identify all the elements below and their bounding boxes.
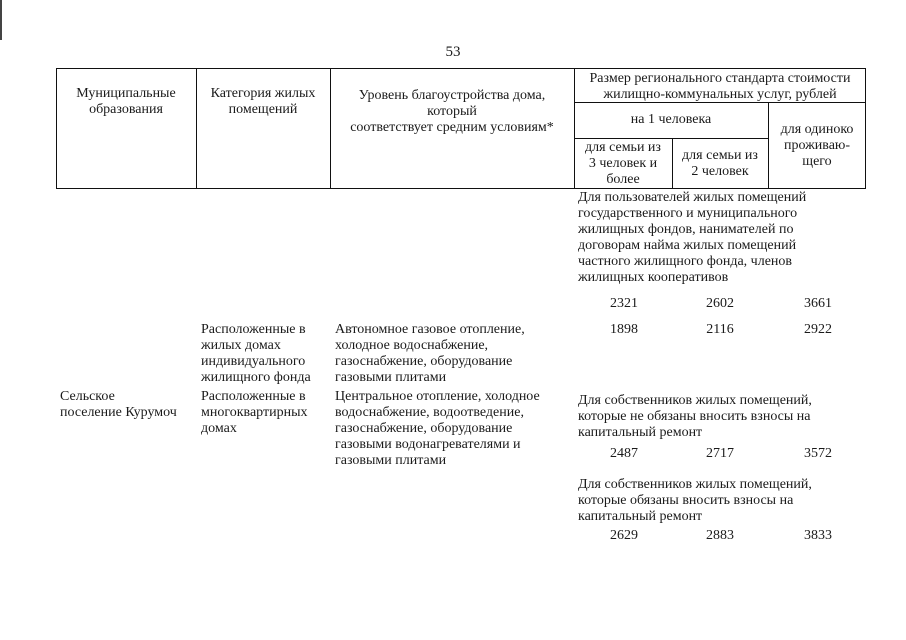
subgroup-caption-repair-fee: Для собственников жилых помещений, которые обязаны вносить взносы на капитальный ремонт [578,477,812,524]
value-tenants-family2: 2602 [706,296,734,311]
row2-category: Расположенные в многоквартирных домах [201,389,308,436]
value-row1-family2: 2116 [706,322,734,337]
header-family-3: для семьи из 3 человек и более [585,140,661,187]
header-standard: Размер регионального стандарта стоимости жилищно-коммунальных услуг, рублей [589,71,851,102]
row1-level: Автономное газовое отопление, холодное водоснабжение, газоснабжение, оборудование газовыми плитами [335,322,525,385]
page-number: 53 [445,44,461,60]
group-caption-tenants: Для пользователей жилых помещений государственного и муниципального жилищных фондов, нанимателей по договорам найма жилых помещений частного жилищного фонда, членов жилищных кооперативов [578,190,807,285]
row2-level: Центральное отопление, холодное водоснабжение, водоотведение, газоснабжение, оборудование газовыми водонагревателями и газовыми плитами [335,389,540,468]
value-repair-family2: 2883 [706,528,734,543]
value-repair-family3: 2629 [610,528,638,543]
header-single: для одиноко проживаю- щего [780,122,854,169]
value-row1-single: 2922 [804,322,832,337]
header-category: Категория жилых помещений [210,86,316,117]
value-row1-family3: 1898 [610,322,638,337]
value-tenants-single: 3661 [804,296,832,311]
scan-edge-rule [0,0,2,40]
value-repair-single: 3833 [804,528,832,543]
header-family-2: для семьи из 2 человек [682,148,758,179]
header-per-person: на 1 человека [630,112,712,127]
header-level: Уровень благоустройства дома, который соответствует средним условиям* [350,88,554,135]
value-no-repair-family2: 2717 [706,446,734,461]
row1-category: Расположенные в жилых домах индивидуального жилищного фонда [201,322,311,385]
value-no-repair-single: 3572 [804,446,832,461]
value-tenants-family3: 2321 [610,296,638,311]
value-no-repair-family3: 2487 [610,446,638,461]
subgroup-caption-no-repair-fee: Для собственников жилых помещений, которые не обязаны вносить взносы на капитальный ремонт [578,393,812,440]
municipality-name: Сельское поселение Курумоч [60,389,177,420]
header-municipality: Муниципальные образования [76,86,176,117]
